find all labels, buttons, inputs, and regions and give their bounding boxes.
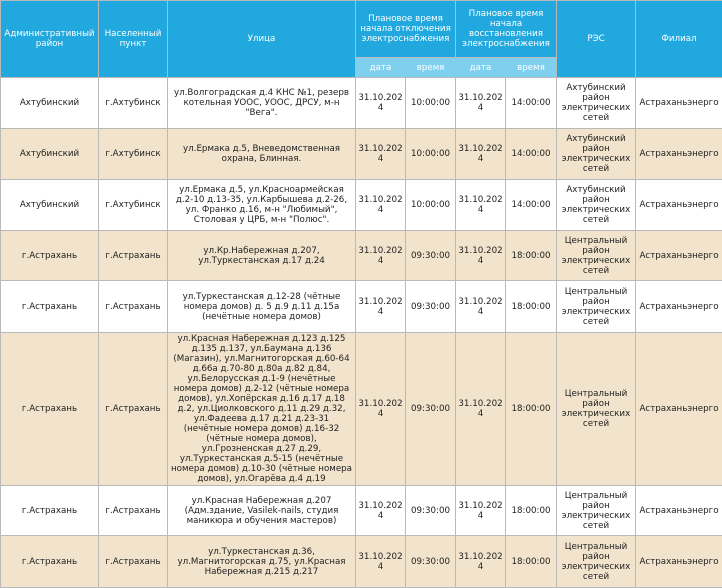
cell-locality: г.Астрахань [99,281,168,333]
cell-off-time: 09:30:00 [406,536,456,588]
table-row [1,129,722,180]
cell-restore-time: 14:00:00 [506,180,557,231]
cell-locality: г.Астрахань [99,486,168,536]
cell-restore-time: 18:00:00 [506,536,557,588]
cell-off-time: 09:30:00 [406,231,456,281]
cell-res: Ахтубинский район электрических сетей [557,129,636,180]
cell-off-time: 09:30:00 [406,333,456,486]
cell-restore-time: 18:00:00 [506,333,557,486]
cell-street: ул.Ермака д.5, ул.Красноармейская д.2-10 д.13-35, ул.Карбышева д.2-26, ул. Франко д.16, м-н "Любимый", Столовая у ЦРБ, м-н "Полюс". [168,180,356,231]
cell-restore-time: 18:00:00 [506,486,557,536]
cell-street: ул.Туркестанская д.36, ул.Магнитогорская д.75, ул.Красная Набережная д.215 д.217 [168,536,356,588]
cell-district: Ахтубинский [1,180,99,231]
cell-branch: Астраханьэнерго [636,333,722,486]
table-row [1,231,722,281]
cell-off-date: 31.10.2024 [356,333,406,486]
cell-street: ул.Красная Набережная д.123 д.125 д.135 д.137, ул.Баумана д.136 (Магазин), ул.Магнитогорская д.60-64 д.66а д.70-80 д.80а д.82 д.84, ул.Белорусская д.1-9 (нечётные номера домов) д.2-12 (чётные номера домов), ул.Хопёрская д.16 д.17 д.18 д.2, ул.Циолковского д.11 д.29 д.32, ул.Фадеева д.17 д.21 д.23-31 (нечётные номера домов) д.16-32 (чётные номера домов), ул.Грозненская д.27 д.29, ул.Туркестанская д.5-15 (нечётные номера домов) д.10-30 (чётные номера домов), ул.Огарёва д.4 д.19 [168,333,356,486]
cell-district: г.Астрахань [1,231,99,281]
cell-restore-time: 18:00:00 [506,231,557,281]
cell-restore-date: 31.10.2024 [456,129,506,180]
cell-street: ул.Туркестанская д.12-28 (чётные номера домов) д. 5 д.9 д.11 д.15а (нечётные номера домов) [168,281,356,333]
cell-branch: Астраханьэнерго [636,129,722,180]
table-row [1,281,722,333]
cell-off-date: 31.10.2024 [356,231,406,281]
table-row [1,333,722,486]
cell-off-date: 31.10.2024 [356,536,406,588]
cell-res: Центральный район электрических сетей [557,486,636,536]
header-off-time: Плановое время начала отключения электроснабжения [356,1,456,58]
cell-district: г.Астрахань [1,486,99,536]
cell-restore-date: 31.10.2024 [456,536,506,588]
table-row [1,180,722,231]
cell-branch: Астраханьэнерго [636,231,722,281]
cell-street: ул.Ермака д.5, Вневедомственная охрана, Блинная. [168,129,356,180]
cell-locality: г.Ахтубинск [99,180,168,231]
cell-branch: Астраханьэнерго [636,536,722,588]
cell-off-time: 09:30:00 [406,281,456,333]
cell-street: ул.Красная Набережная д.207 (Адм.здание, Vasilek-nails, студия маникюра и обучения мастеров) [168,486,356,536]
subheader-off-time: время [406,58,456,78]
subheader-restore-time: время [506,58,557,78]
cell-district: г.Астрахань [1,333,99,486]
cell-locality: г.Ахтубинск [99,78,168,129]
cell-restore-date: 31.10.2024 [456,333,506,486]
table-row [1,486,722,536]
cell-res: Центральный район электрических сетей [557,536,636,588]
cell-district: г.Астрахань [1,536,99,588]
cell-restore-time: 14:00:00 [506,78,557,129]
cell-off-time: 09:30:00 [406,486,456,536]
cell-off-time: 10:00:00 [406,78,456,129]
header-branch: Филиал [636,1,722,78]
cell-district: Ахтубинский [1,78,99,129]
cell-street: ул.Волгоградская д.4 КНС №1, резерв котельная УООС, УООС, ДРСУ, м-н "Вега". [168,78,356,129]
cell-res: Центральный район электрических сетей [557,333,636,486]
cell-locality: г.Ахтубинск [99,129,168,180]
header-district: Административный район [1,1,99,78]
cell-off-time: 10:00:00 [406,129,456,180]
cell-locality: г.Астрахань [99,333,168,486]
subheader-off-date: дата [356,58,406,78]
cell-street: ул.Кр.Набережная д.207, ул.Туркестанская д.17 д.24 [168,231,356,281]
cell-branch: Астраханьэнерго [636,78,722,129]
cell-res: Ахтубинский район электрических сетей [557,78,636,129]
cell-off-date: 31.10.2024 [356,486,406,536]
cell-restore-date: 31.10.2024 [456,281,506,333]
cell-branch: Астраханьэнерго [636,486,722,536]
header-street: Улица [168,1,356,78]
cell-branch: Астраханьэнерго [636,180,722,231]
cell-off-date: 31.10.2024 [356,129,406,180]
table-row [1,78,722,129]
cell-locality: г.Астрахань [99,536,168,588]
cell-branch: Астраханьэнерго [636,281,722,333]
cell-restore-time: 14:00:00 [506,129,557,180]
subheader-restore-date: дата [456,58,506,78]
cell-off-date: 31.10.2024 [356,78,406,129]
cell-restore-date: 31.10.2024 [456,486,506,536]
header-locality: Населенный пункт [99,1,168,78]
cell-restore-date: 31.10.2024 [456,180,506,231]
header-row [1,1,722,58]
cell-locality: г.Астрахань [99,231,168,281]
header-restore-time: Плановое время начала восстановления электроснабжения [456,1,557,58]
cell-res: Центральный район электрических сетей [557,231,636,281]
cell-district: г.Астрахань [1,281,99,333]
cell-off-date: 31.10.2024 [356,180,406,231]
cell-district: Ахтубинский [1,129,99,180]
cell-off-time: 10:00:00 [406,180,456,231]
cell-res: Ахтубинский район электрических сетей [557,180,636,231]
table-body [1,78,722,588]
header-res: РЭС [557,1,636,78]
cell-restore-date: 31.10.2024 [456,78,506,129]
cell-res: Центральный район электрических сетей [557,281,636,333]
cell-off-date: 31.10.2024 [356,281,406,333]
table-row [1,536,722,588]
cell-restore-time: 18:00:00 [506,281,557,333]
cell-restore-date: 31.10.2024 [456,231,506,281]
